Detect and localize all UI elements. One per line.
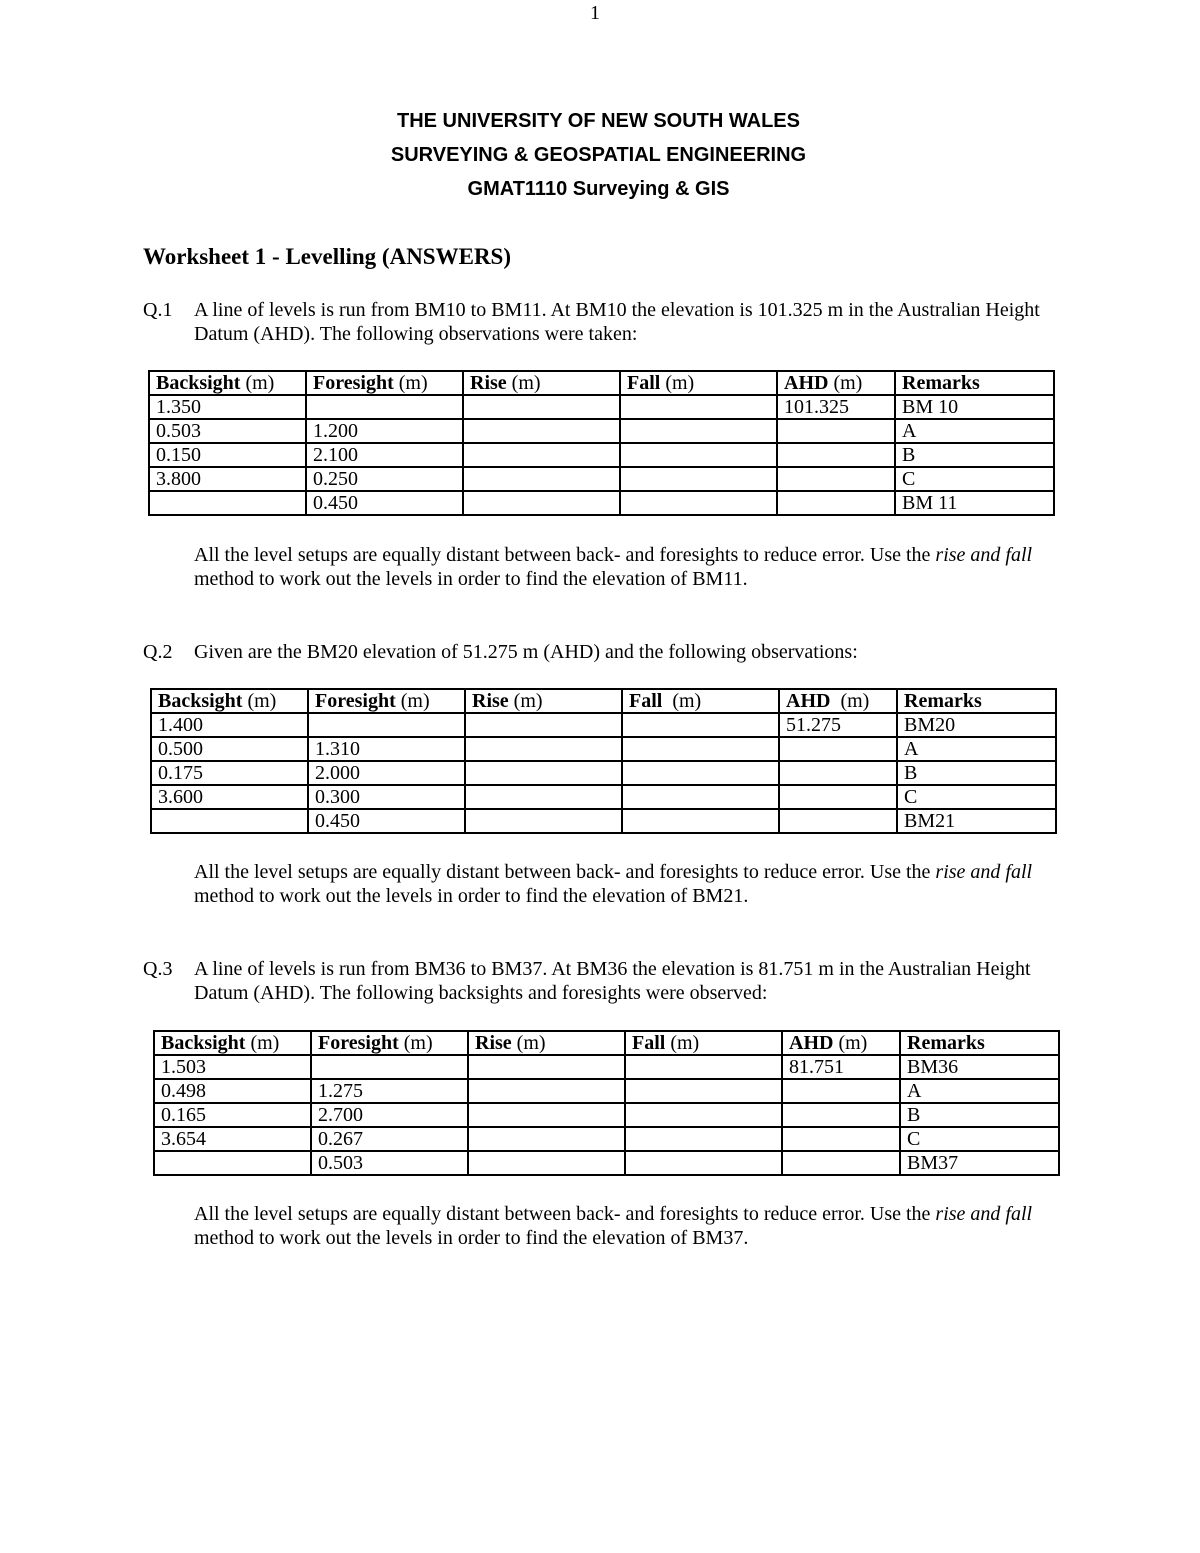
column-header xyxy=(154,1031,311,1055)
table-row xyxy=(149,395,1054,419)
column-header-unit: (m) xyxy=(660,372,695,394)
column-header-label: Foresight xyxy=(313,372,394,394)
column-header-unit: (m) xyxy=(393,372,428,394)
table-cell: 1.200 xyxy=(306,419,463,443)
note-emphasis: rise and fall xyxy=(935,861,1033,883)
column-header-unit: (m) xyxy=(395,690,430,712)
table-cell xyxy=(149,491,306,515)
observation-table-3 xyxy=(153,1030,1060,1176)
column-header xyxy=(308,689,465,713)
table-cell xyxy=(463,443,620,467)
table-cell xyxy=(622,785,779,809)
table-row xyxy=(151,737,1056,761)
table-cell: B xyxy=(895,443,1054,467)
column-header xyxy=(895,371,1054,395)
table-header-row xyxy=(154,1031,1059,1055)
note-text: method to work out the levels in order to find the elevation of BM11. xyxy=(194,568,748,590)
note-text: method to work out the levels in order to find the elevation of BM37. xyxy=(194,1227,749,1249)
table-cell xyxy=(625,1055,782,1079)
note-text: All the level setups are equally distant between back- and foresights to reduce error. Use the xyxy=(194,544,936,566)
table-cell: C xyxy=(895,467,1054,491)
column-header xyxy=(625,1031,782,1055)
column-header-unit: (m) xyxy=(830,690,870,712)
question-number: Q.3 xyxy=(143,958,173,980)
table-cell xyxy=(620,443,777,467)
column-header xyxy=(779,689,897,713)
table-cell: BM37 xyxy=(900,1151,1059,1175)
table-cell xyxy=(779,809,897,833)
table-cell xyxy=(625,1079,782,1103)
table-cell xyxy=(777,467,895,491)
table-cell: 0.500 xyxy=(151,737,308,761)
table-cell: 81.751 xyxy=(782,1055,900,1079)
table-cell xyxy=(468,1151,625,1175)
column-header-unit: (m) xyxy=(665,1032,700,1054)
table-cell: A xyxy=(895,419,1054,443)
table-cell: 0.450 xyxy=(308,809,465,833)
instruction-note-3 xyxy=(194,1202,1064,1250)
column-header-label: Rise xyxy=(472,690,509,712)
table-cell xyxy=(463,491,620,515)
table-cell xyxy=(782,1103,900,1127)
question-number: Q.1 xyxy=(143,299,173,321)
table-cell xyxy=(622,737,779,761)
table-cell xyxy=(465,737,622,761)
column-header-label: Backsight xyxy=(161,1032,246,1054)
page-number: 1 xyxy=(590,2,600,24)
table-cell xyxy=(622,809,779,833)
table-cell xyxy=(777,419,895,443)
table-cell: BM36 xyxy=(900,1055,1059,1079)
column-header xyxy=(151,689,308,713)
table-row xyxy=(151,761,1056,785)
column-header xyxy=(900,1031,1059,1055)
table-cell xyxy=(777,443,895,467)
table-cell: B xyxy=(897,761,1056,785)
table-cell xyxy=(463,419,620,443)
column-header xyxy=(463,371,620,395)
table-cell: B xyxy=(900,1103,1059,1127)
column-header-unit: (m) xyxy=(245,1032,280,1054)
question-text: Given are the BM20 elevation of 51.275 m (AHD) and the following observations: xyxy=(194,641,858,663)
table-row xyxy=(154,1103,1059,1127)
table-cell: 1.350 xyxy=(149,395,306,419)
question-1 xyxy=(143,298,1063,346)
column-header xyxy=(465,689,622,713)
table-cell xyxy=(622,761,779,785)
table-cell xyxy=(463,395,620,419)
column-header xyxy=(306,371,463,395)
column-header-label: Fall xyxy=(629,690,663,712)
university-name: THE UNIVERSITY OF NEW SOUTH WALES xyxy=(397,110,800,132)
table-row xyxy=(154,1151,1059,1175)
table-cell xyxy=(782,1151,900,1175)
table-cell xyxy=(465,713,622,737)
table-cell: 1.310 xyxy=(308,737,465,761)
table-cell: BM21 xyxy=(897,809,1056,833)
table-cell xyxy=(779,785,897,809)
table-row xyxy=(149,467,1054,491)
table-cell xyxy=(625,1151,782,1175)
note-text: method to work out the levels in order to find the elevation of BM21. xyxy=(194,885,749,907)
table-cell xyxy=(468,1103,625,1127)
table-cell: 0.503 xyxy=(311,1151,468,1175)
note-emphasis: rise and fall xyxy=(935,544,1033,566)
document-header xyxy=(0,104,1197,206)
table-cell xyxy=(620,395,777,419)
column-header-label: Foresight xyxy=(315,690,396,712)
table-cell: 3.800 xyxy=(149,467,306,491)
table-cell xyxy=(620,467,777,491)
table-cell: 0.450 xyxy=(306,491,463,515)
table-cell: 0.300 xyxy=(308,785,465,809)
table-cell: 0.150 xyxy=(149,443,306,467)
observation-table-2 xyxy=(150,688,1057,834)
table-cell xyxy=(306,395,463,419)
table-cell: 1.400 xyxy=(151,713,308,737)
table-cell xyxy=(463,467,620,491)
table-cell: 2.700 xyxy=(311,1103,468,1127)
question-3 xyxy=(143,957,1063,1005)
table-row xyxy=(151,713,1056,737)
school-name: SURVEYING & GEOSPATIAL ENGINEERING xyxy=(390,144,807,166)
table-header-row xyxy=(149,371,1054,395)
column-header-unit: (m) xyxy=(511,1032,546,1054)
column-header-label: Backsight xyxy=(156,372,241,394)
table-cell xyxy=(468,1055,625,1079)
column-header xyxy=(897,689,1056,713)
table-cell xyxy=(782,1127,900,1151)
question-text: A line of levels is run from BM36 to BM37. At BM36 the elevation is 81.751 m in the Australian Height Datum (AHD). The following backsights and foresights were observed: xyxy=(194,958,1031,1004)
table-cell xyxy=(308,713,465,737)
table-row xyxy=(149,491,1054,515)
table-cell: 1.503 xyxy=(154,1055,311,1079)
column-header-label: Rise xyxy=(475,1032,512,1054)
table-cell: C xyxy=(900,1127,1059,1151)
instruction-note-2 xyxy=(194,860,1064,908)
column-header-unit: (m) xyxy=(242,690,277,712)
column-header-label: AHD xyxy=(786,690,831,712)
table-cell: 0.175 xyxy=(151,761,308,785)
note-text: All the level setups are equally distant between back- and foresights to reduce error. Use the xyxy=(194,861,936,883)
table-cell: 2.100 xyxy=(306,443,463,467)
table-cell: 1.275 xyxy=(311,1079,468,1103)
column-header xyxy=(149,371,306,395)
column-header-unit: (m) xyxy=(506,372,541,394)
table-row xyxy=(154,1079,1059,1103)
table-cell: 2.000 xyxy=(308,761,465,785)
column-header xyxy=(622,689,779,713)
table-cell: 0.267 xyxy=(311,1127,468,1151)
column-header xyxy=(782,1031,900,1055)
column-header-unit: (m) xyxy=(240,372,275,394)
table-cell: 101.325 xyxy=(777,395,895,419)
course-title: GMAT1110 Surveying & GIS xyxy=(467,178,730,200)
table-cell xyxy=(468,1127,625,1151)
table-header-row xyxy=(151,689,1056,713)
table-cell xyxy=(625,1103,782,1127)
column-header-unit: (m) xyxy=(662,690,702,712)
column-header-label: Backsight xyxy=(158,690,243,712)
table-row xyxy=(151,809,1056,833)
table-cell xyxy=(622,713,779,737)
column-header-label: Fall xyxy=(632,1032,666,1054)
column-header xyxy=(311,1031,468,1055)
question-number: Q.2 xyxy=(143,641,173,663)
table-cell xyxy=(468,1079,625,1103)
table-cell: 3.654 xyxy=(154,1127,311,1151)
column-header-label: AHD xyxy=(789,1032,834,1054)
table-row xyxy=(154,1055,1059,1079)
question-2 xyxy=(143,640,1063,664)
table-cell: BM20 xyxy=(897,713,1056,737)
column-header-label: Foresight xyxy=(318,1032,399,1054)
table-cell: 51.275 xyxy=(779,713,897,737)
note-text: All the level setups are equally distant between back- and foresights to reduce error. Use the xyxy=(194,1203,936,1225)
note-emphasis: rise and fall xyxy=(935,1203,1033,1225)
table-cell: 0.250 xyxy=(306,467,463,491)
table-cell: 0.498 xyxy=(154,1079,311,1103)
column-header xyxy=(468,1031,625,1055)
column-header-label: Remarks xyxy=(902,372,980,394)
table-cell xyxy=(620,491,777,515)
table-cell xyxy=(311,1055,468,1079)
table-cell: A xyxy=(900,1079,1059,1103)
question-text: A line of levels is run from BM10 to BM11. At BM10 the elevation is 101.325 m in the Australian Height Datum (AHD). The following observations were taken: xyxy=(194,299,1040,345)
table-row xyxy=(154,1127,1059,1151)
column-header-label: Remarks xyxy=(904,690,982,712)
column-header xyxy=(777,371,895,395)
table-row xyxy=(151,785,1056,809)
table-cell xyxy=(779,737,897,761)
observation-table-1 xyxy=(148,370,1055,516)
table-cell: 0.165 xyxy=(154,1103,311,1127)
table-cell xyxy=(151,809,308,833)
column-header-label: Fall xyxy=(627,372,661,394)
column-header-unit: (m) xyxy=(828,372,863,394)
table-cell xyxy=(777,491,895,515)
table-row xyxy=(149,443,1054,467)
table-cell xyxy=(779,761,897,785)
table-cell xyxy=(620,419,777,443)
table-cell xyxy=(625,1127,782,1151)
table-cell: BM 10 xyxy=(895,395,1054,419)
instruction-note-1 xyxy=(194,543,1064,591)
column-header-unit: (m) xyxy=(508,690,543,712)
table-cell xyxy=(782,1079,900,1103)
table-cell: BM 11 xyxy=(895,491,1054,515)
column-header-label: Remarks xyxy=(907,1032,985,1054)
column-header-label: Rise xyxy=(470,372,507,394)
table-cell xyxy=(154,1151,311,1175)
worksheet-title: Worksheet 1 - Levelling (ANSWERS) xyxy=(143,244,511,269)
column-header-unit: (m) xyxy=(398,1032,433,1054)
column-header xyxy=(620,371,777,395)
table-row xyxy=(149,419,1054,443)
table-cell: C xyxy=(897,785,1056,809)
column-header-label: AHD xyxy=(784,372,829,394)
table-cell xyxy=(465,785,622,809)
table-cell xyxy=(465,809,622,833)
table-cell: A xyxy=(897,737,1056,761)
table-cell: 0.503 xyxy=(149,419,306,443)
table-cell: 3.600 xyxy=(151,785,308,809)
column-header-unit: (m) xyxy=(833,1032,868,1054)
table-cell xyxy=(465,761,622,785)
